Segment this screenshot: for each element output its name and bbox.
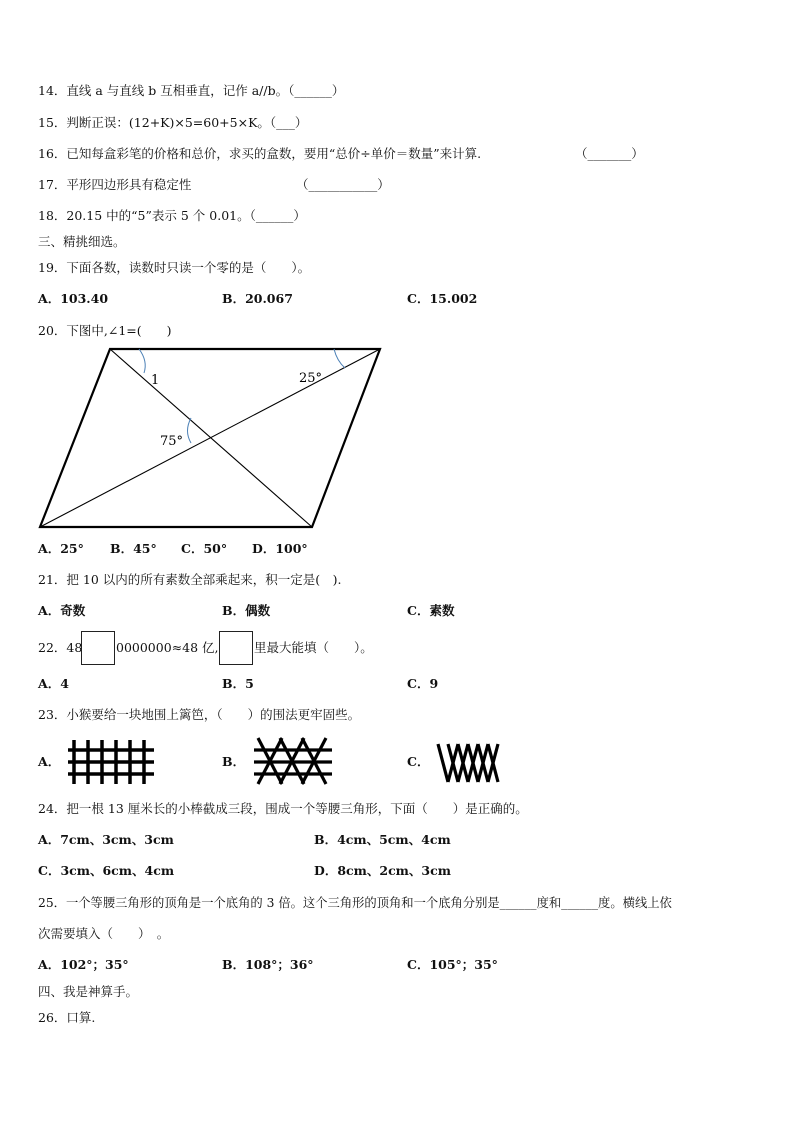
option-c[interactable]: C．9 — [407, 676, 439, 691]
option-d[interactable]: D．8cm、2cm、3cm — [314, 863, 451, 878]
option-b[interactable]: B．45° — [110, 541, 157, 556]
answer-blank[interactable]: （______） — [288, 83, 345, 98]
question-14-text: 14．直线 a 与直线 b 互相垂直，记作 a//b。 — [38, 83, 289, 98]
answer-blank[interactable]: （___________） — [296, 177, 390, 192]
angle-25-arc — [334, 349, 345, 368]
option-b[interactable]: B．4cm、5cm、4cm — [314, 832, 451, 847]
option-c[interactable]: C． — [407, 754, 430, 769]
option-b[interactable]: B．偶数 — [222, 603, 271, 618]
question-25-line2: 次需要填入（ ） 。 — [38, 926, 170, 941]
section-heading-4: 四、我是神算手。 — [38, 984, 139, 999]
option-a[interactable]: A． — [38, 754, 61, 769]
question-22-middle: 0000000≈48 亿, — [116, 640, 219, 655]
option-b[interactable]: B．20.067 — [222, 291, 293, 306]
fence-cross-icon — [252, 736, 334, 786]
digit-box[interactable] — [219, 631, 253, 665]
answer-blank[interactable]: （_______） — [575, 146, 644, 161]
question-24-text: 24．把一根 13 厘米长的小棒截成三段，围成一个等腰三角形，下面（ ）是正确的。 — [38, 801, 528, 816]
option-d[interactable]: D．100° — [252, 541, 308, 556]
digit-box[interactable] — [81, 631, 115, 665]
option-c[interactable]: C．50° — [181, 541, 228, 556]
question-15-text: 15．判断正误：(12+K)×5=60+5×K。 — [38, 115, 270, 130]
option-b[interactable]: B． — [222, 754, 246, 769]
angle-1-label: 1 — [151, 373, 160, 388]
angle-75-label: 75° — [160, 434, 184, 449]
option-c[interactable]: C．15.002 — [407, 291, 478, 306]
question-18-text: 18．20.15 中的“5”表示 5 个 0.01。 — [38, 208, 250, 223]
option-a[interactable]: A．4 — [38, 676, 69, 691]
diagonal-2 — [40, 349, 380, 527]
option-c[interactable]: C．素数 — [407, 603, 455, 618]
question-22-prefix: 22．48 — [38, 640, 83, 655]
option-c[interactable]: C．105°；35° — [407, 957, 498, 972]
option-a[interactable]: A．7cm、3cm、3cm — [38, 832, 174, 847]
question-21-text: 21．把 10 以内的所有素数全部乘起来，积一定是( ). — [38, 572, 342, 587]
option-b[interactable]: B．108°；36° — [222, 957, 314, 972]
section-heading-3: 三、精挑细选。 — [38, 234, 126, 249]
question-25-line1: 25．一个等腰三角形的顶角是一个底角的 3 倍。这个三角形的顶角和一个底角分别是______度和______度。横线上依 — [38, 896, 672, 910]
angle-25-label: 25° — [299, 371, 323, 386]
option-a[interactable]: A．103.40 — [38, 291, 109, 306]
option-c[interactable]: C．3cm、6cm、4cm — [38, 863, 175, 878]
question-17-text: 17．平形四边形具有稳定性 — [38, 177, 192, 192]
fence-zigzag-icon — [436, 742, 504, 784]
option-a[interactable]: A．102°；35° — [38, 957, 129, 972]
question-26-text: 26．口算. — [38, 1010, 96, 1025]
answer-blank[interactable]: （___） — [269, 115, 308, 130]
question-23-text: 23．小猴要给一块地围上篱笆，（ ）的围法更牢固些。 — [38, 707, 361, 722]
angle-75-arc — [188, 418, 192, 443]
answer-blank[interactable]: （______） — [249, 208, 306, 223]
question-20-text: 20．下图中,∠1=( ) — [38, 323, 172, 338]
question-19-text: 19．下面各数，读数时只读一个零的是（ ）。 — [38, 260, 311, 275]
angle-1-arc — [139, 349, 145, 373]
question-22-suffix: 里最大能填（ ）。 — [254, 640, 373, 655]
fence-grid-icon — [66, 738, 158, 786]
option-b[interactable]: B．5 — [222, 676, 254, 691]
question-16-text: 16．已知每盒彩笔的价格和总价，求买的盒数，要用“总价÷单价＝数量”来计算. — [38, 146, 482, 161]
option-a[interactable]: A．25° — [38, 541, 84, 556]
option-a[interactable]: A．奇数 — [38, 603, 86, 618]
